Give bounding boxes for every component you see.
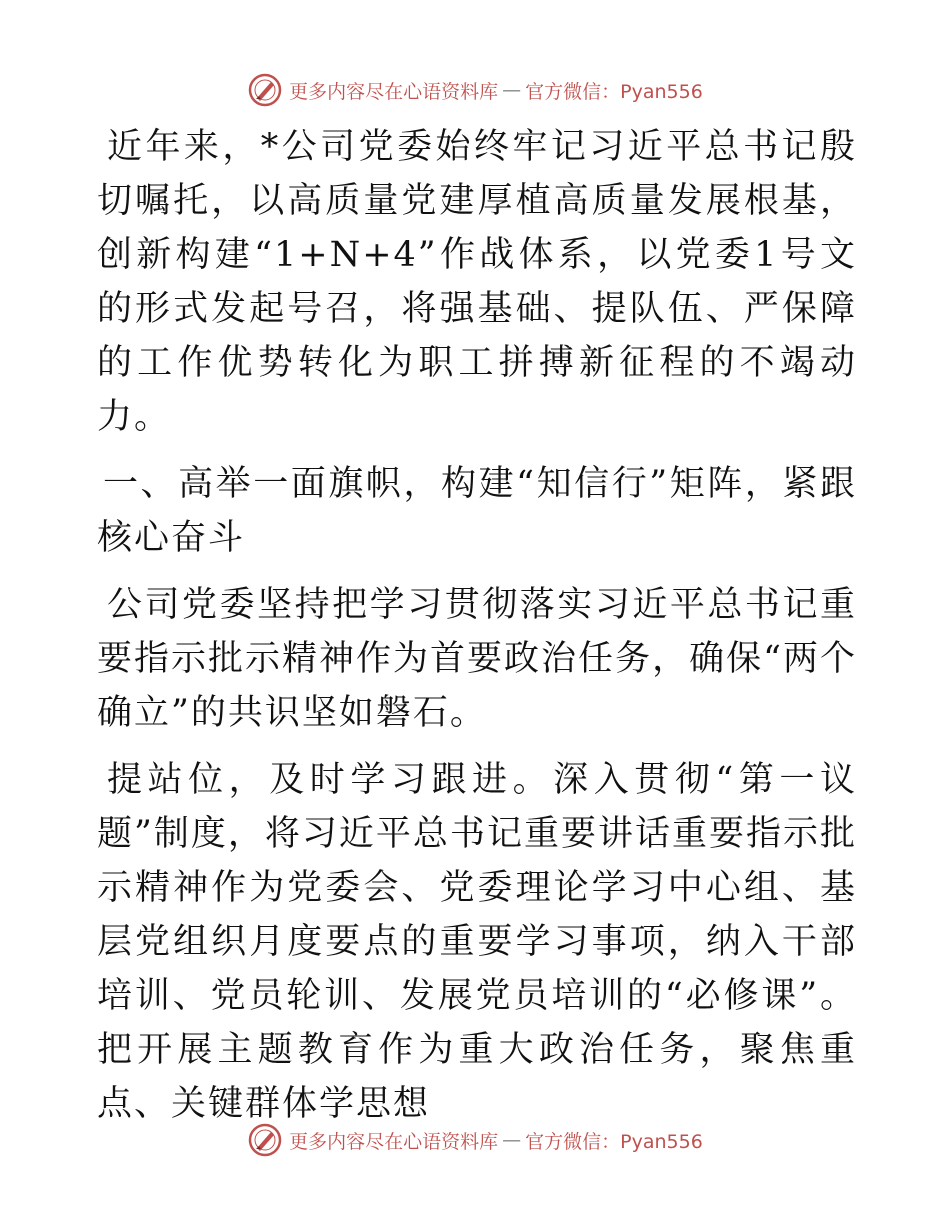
watermark-site-text: 更多内容尽在心语资料库 (289, 80, 499, 103)
footer-watermark (0, 1120, 950, 1160)
body-paragraph: 公司党委坚持把学习贯彻落实习近平总书记重要指示批示精神作为首要政治任务，确保“两个确立”的共识坚如磐石。 (97, 585, 857, 733)
header-watermark (0, 70, 950, 110)
watermark-site-text: 更多内容尽在心语资料库 (289, 1130, 499, 1153)
pen-nib-seal-icon (247, 72, 283, 108)
watermark-separator: — (502, 79, 522, 101)
watermark-contact-text: 官方微信：Pyan556 (525, 80, 703, 103)
body-paragraph: 提站位，及时学习跟进。深入贯彻“第一议题”制度，将习近平总书记重要讲话重要指示批示精神作为党委会、党委理论学习中心组、基层党组织月度要点的重要学习事项，纳入干部培训、党员轮训、发展党员培训的“必修课”。把开展主题教育作为重大政治任务，聚焦重点、关键群体学思想 (97, 760, 857, 1124)
watermark-contact-text: 官方微信：Pyan556 (525, 1130, 703, 1153)
intro-paragraph: 近年来，*公司党委始终牢记习近平总书记殷切嘱托，以高质量党建厚植高质量发展根基，创新构建“1+N+4”作战体系，以党委1号文的形式发起号召，将强基础、提队伍、严保障的工作优势转化为职工拼搏新征程的不竭动力。 (97, 127, 857, 437)
document-body (97, 120, 857, 1144)
pen-nib-seal-icon (247, 1122, 283, 1158)
watermark-separator: — (502, 1129, 522, 1151)
section-heading: 一、高举一面旗帜，构建“知信行”矩阵，紧跟核心奋斗 (97, 464, 857, 558)
